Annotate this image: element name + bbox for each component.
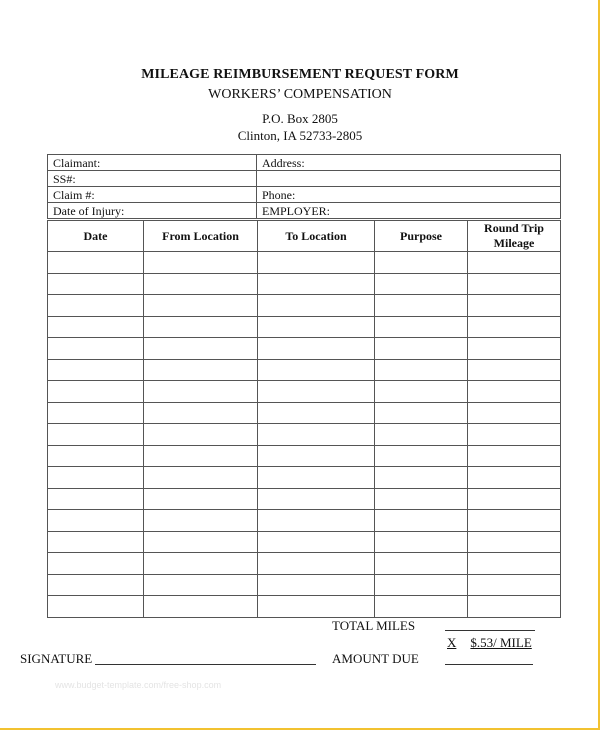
from-location-cell[interactable] (144, 531, 258, 553)
purpose-cell[interactable] (375, 531, 468, 553)
purpose-cell[interactable] (375, 295, 468, 317)
mileage-cell[interactable] (468, 252, 561, 274)
mileage-cell[interactable] (468, 488, 561, 510)
signature-label: SIGNATURE (20, 651, 93, 666)
to-location-cell[interactable] (258, 338, 375, 360)
table-row (48, 381, 561, 403)
total-miles-label: TOTAL MILES (332, 618, 416, 633)
table-row (48, 402, 561, 424)
from-location-cell[interactable] (144, 295, 258, 317)
form-title: MILEAGE REIMBURSEMENT REQUEST FORM (141, 67, 459, 82)
log-header-row (48, 221, 561, 252)
table-row (48, 467, 561, 489)
total-miles-line[interactable] (445, 616, 535, 631)
to-location-cell[interactable] (258, 273, 375, 295)
mileage-cell[interactable] (468, 381, 561, 403)
table-row (48, 531, 561, 553)
to-location-cell[interactable] (258, 574, 375, 596)
date-cell[interactable] (48, 273, 144, 295)
column-header-round-trip-mileage (468, 221, 561, 252)
signature-line[interactable] (95, 650, 316, 665)
table-row (48, 359, 561, 381)
column-header-to-location: To Location (258, 221, 375, 252)
purpose-cell[interactable] (375, 252, 468, 274)
purpose-cell[interactable] (375, 273, 468, 295)
mileage-cell[interactable] (468, 424, 561, 446)
to-location-cell[interactable] (258, 424, 375, 446)
address-line-1: P.O. Box 2805 (262, 111, 338, 126)
rate-x: X (447, 635, 457, 650)
from-location-cell[interactable] (144, 402, 258, 424)
to-location-cell[interactable] (258, 596, 375, 618)
mileage-cell[interactable] (468, 531, 561, 553)
to-location-cell[interactable] (258, 295, 375, 317)
from-location-cell[interactable] (144, 510, 258, 532)
to-location-cell[interactable] (258, 381, 375, 403)
form-subtitle: WORKERS’ COMPENSATION (208, 87, 392, 102)
mileage-cell[interactable] (468, 574, 561, 596)
mileage-cell[interactable] (468, 596, 561, 618)
to-location-cell[interactable] (258, 488, 375, 510)
table-row (48, 252, 561, 274)
purpose-cell[interactable] (375, 359, 468, 381)
table-row (48, 338, 561, 360)
mileage-cell[interactable] (468, 359, 561, 381)
claimant-field[interactable]: Claimant: (48, 155, 257, 171)
table-row (48, 553, 561, 575)
date-cell[interactable] (48, 488, 144, 510)
date-cell[interactable] (48, 359, 144, 381)
date-cell[interactable] (48, 531, 144, 553)
date-cell[interactable] (48, 553, 144, 575)
mileage-cell[interactable] (468, 338, 561, 360)
from-location-cell[interactable] (144, 252, 258, 274)
from-location-cell[interactable] (144, 467, 258, 489)
to-location-cell[interactable] (258, 252, 375, 274)
to-location-cell[interactable] (258, 510, 375, 532)
table-row (48, 316, 561, 338)
date-cell[interactable] (48, 338, 144, 360)
mileage-cell[interactable] (468, 467, 561, 489)
from-location-cell[interactable] (144, 424, 258, 446)
table-row (48, 295, 561, 317)
date-cell[interactable] (48, 574, 144, 596)
date-cell[interactable] (48, 295, 144, 317)
column-header-from-location: From Location (144, 221, 258, 252)
log-body (48, 252, 561, 618)
info-row (48, 187, 561, 203)
date-cell[interactable] (48, 316, 144, 338)
phone-field[interactable]: Phone: (257, 187, 561, 203)
purpose-cell[interactable] (375, 553, 468, 575)
date-cell[interactable] (48, 596, 144, 618)
table-row (48, 596, 561, 618)
purpose-cell[interactable] (375, 424, 468, 446)
date-cell[interactable] (48, 445, 144, 467)
column-header-date: Date (48, 221, 144, 252)
date-cell[interactable] (48, 402, 144, 424)
rate-multiplier (447, 635, 532, 651)
to-location-cell[interactable] (258, 445, 375, 467)
to-location-cell[interactable] (258, 359, 375, 381)
from-location-cell[interactable] (144, 381, 258, 403)
purpose-cell[interactable] (375, 510, 468, 532)
purpose-cell[interactable] (375, 467, 468, 489)
info-row (48, 171, 561, 187)
to-location-cell[interactable] (258, 531, 375, 553)
purpose-cell[interactable] (375, 402, 468, 424)
table-row (48, 424, 561, 446)
employer-field[interactable]: EMPLOYER: (257, 203, 561, 219)
purpose-cell[interactable] (375, 488, 468, 510)
purpose-cell[interactable] (375, 596, 468, 618)
rate-value: $.53/ MILE (470, 635, 532, 650)
purpose-cell[interactable] (375, 574, 468, 596)
purpose-cell[interactable] (375, 316, 468, 338)
table-row (48, 488, 561, 510)
date-cell[interactable] (48, 510, 144, 532)
from-location-cell[interactable] (144, 359, 258, 381)
ssn-field[interactable]: SS#: (48, 171, 257, 187)
table-row (48, 574, 561, 596)
purpose-cell[interactable] (375, 445, 468, 467)
date-cell[interactable] (48, 381, 144, 403)
from-location-cell[interactable] (144, 445, 258, 467)
table-row (48, 445, 561, 467)
from-location-cell[interactable] (144, 338, 258, 360)
address-field[interactable]: Address: (257, 155, 561, 171)
info-row (48, 203, 561, 219)
watermark-text: www.budget-template.com/free-shop.com (55, 680, 222, 690)
mileage-log-table (47, 220, 561, 618)
date-cell[interactable] (48, 467, 144, 489)
from-location-cell[interactable] (144, 553, 258, 575)
mileage-cell[interactable] (468, 553, 561, 575)
mileage-cell[interactable] (468, 445, 561, 467)
amount-due-line[interactable] (445, 650, 533, 665)
round-trip-mileage-label: Round Trip Mileage (484, 221, 544, 250)
purpose-cell[interactable] (375, 381, 468, 403)
mileage-cell[interactable] (468, 273, 561, 295)
from-location-cell[interactable] (144, 488, 258, 510)
from-location-cell[interactable] (144, 316, 258, 338)
claimant-info-table (47, 154, 561, 219)
purpose-cell[interactable] (375, 338, 468, 360)
info-row (48, 155, 561, 171)
mileage-cell[interactable] (468, 316, 561, 338)
mileage-cell[interactable] (468, 510, 561, 532)
mileage-cell[interactable] (468, 402, 561, 424)
from-location-cell[interactable] (144, 574, 258, 596)
table-row (48, 510, 561, 532)
date-of-injury-field[interactable]: Date of Injury: (48, 203, 257, 219)
from-location-cell[interactable] (144, 596, 258, 618)
amount-due-label: AMOUNT DUE (332, 651, 419, 666)
address-continuation-field[interactable] (257, 171, 561, 187)
date-cell[interactable] (48, 424, 144, 446)
to-location-cell[interactable] (258, 467, 375, 489)
mileage-cell[interactable] (468, 295, 561, 317)
to-location-cell[interactable] (258, 553, 375, 575)
address-line-2: Clinton, IA 52733-2805 (237, 128, 363, 143)
column-header-purpose: Purpose (375, 221, 468, 252)
table-row (48, 273, 561, 295)
date-cell[interactable] (48, 252, 144, 274)
to-location-cell[interactable] (258, 316, 375, 338)
claim-number-field[interactable]: Claim #: (48, 187, 257, 203)
to-location-cell[interactable] (258, 402, 375, 424)
from-location-cell[interactable] (144, 273, 258, 295)
